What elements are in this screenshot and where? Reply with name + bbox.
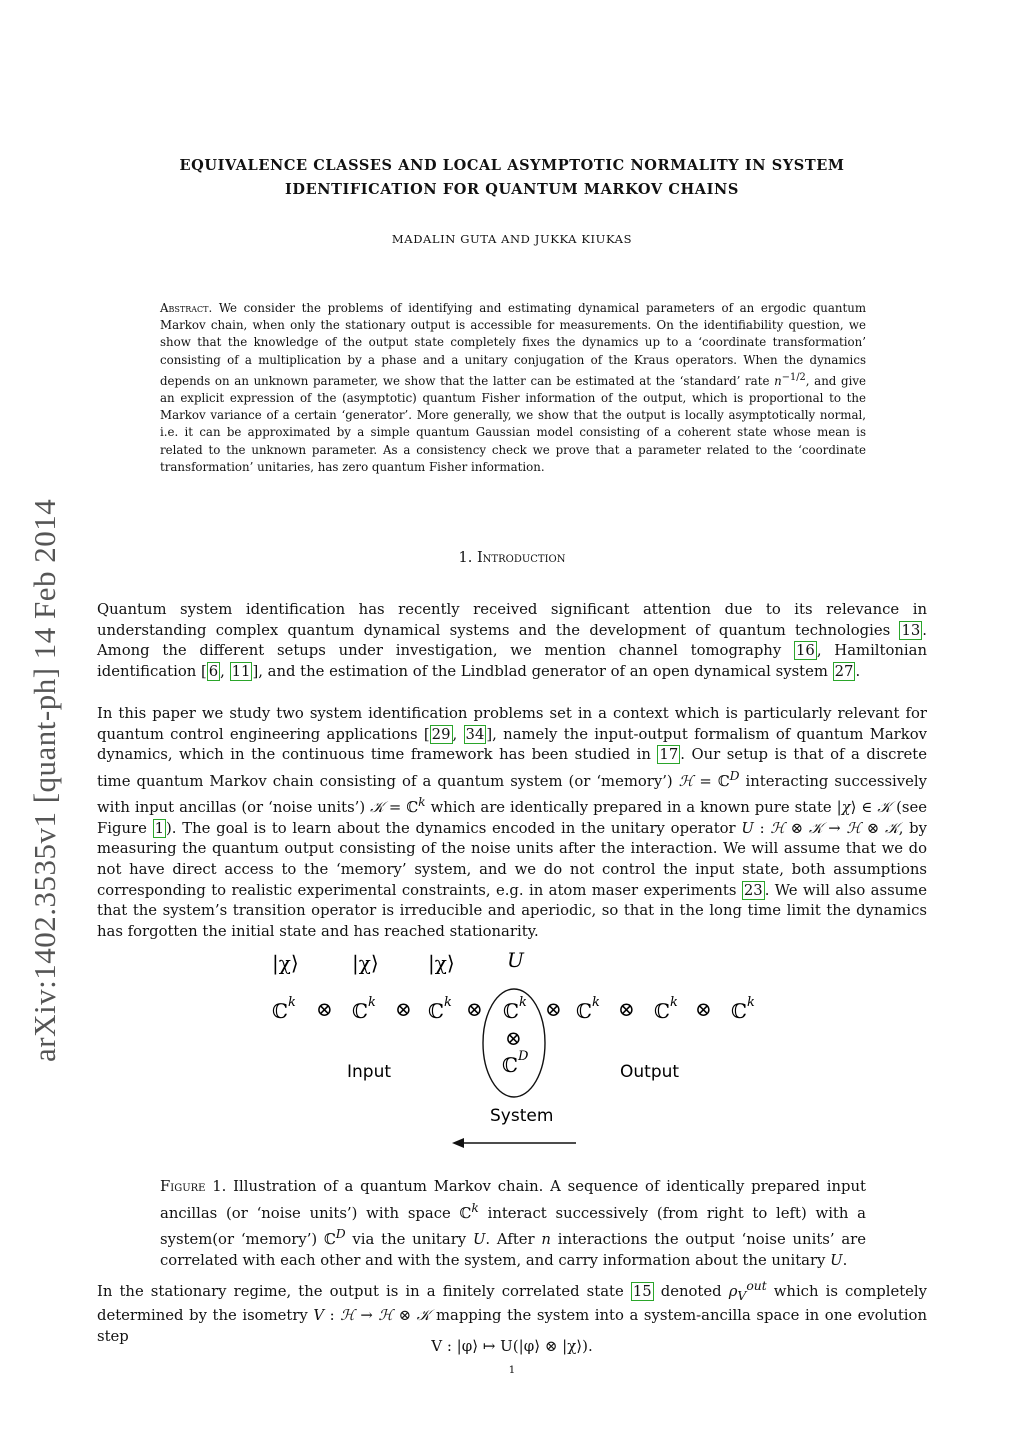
- citation-link[interactable]: 15: [632, 1282, 652, 1300]
- svg-text:k: k: [444, 995, 452, 1010]
- citation-link[interactable]: 16: [795, 642, 815, 660]
- section-heading: [100, 550, 924, 566]
- citation-link[interactable]: 27: [834, 662, 854, 680]
- output-space-1: [576, 995, 600, 1023]
- tensor-symbol: ⊗: [466, 997, 483, 1021]
- tensor-symbol: ⊗: [316, 997, 333, 1021]
- title-line-1: EQUIVALENCE CLASSES AND LOCAL ASYMPTOTIC NORMALITY IN SYSTEM: [179, 157, 845, 174]
- arxiv-identifier: arXiv:1402.3535v1 [quant-ph] 14 Feb 2014: [27, 498, 62, 1062]
- paragraph-2: In this paper we study two system identification problems set in a context which is particularly relevant for quantum control engineering applications [ 29 , 34 ], namely the input-output formalism of quantum Markov dynamics, which in the continuous time framework has been studied in 17 . Our setup is that of a discrete time quantum Markov chain consisting of a quantum system (or ‘memory’) ℋ = ℂ$^D$ interacting successively with input ancillas (or ‘noise units’) 𝒦 = ℂ$^k$ which are identically prepared in a known pure state |χ⟩ ∈ 𝒦 (see Figure 1 ). The goal is to learn about the dynamics encoded in the unitary operator U : ℋ ⊗ 𝒦 → ℋ ⊗ 𝒦, by measuring the quantum output consisting of the noise units after the interaction. We will assume that we do not have direct access to the ‘memory’ system, and we do not control the input state, both assumptions corresponding to realistic experimental constraints, e.g. in atom maser experiments 23 . We will also assume that the system’s transition operator is irreducible and aperiodic, so that in the long time limit the dynamics has forgotten the initial state and has reached stationarity.: [97, 705, 928, 940]
- abstract-text: We consider the problems of identifying and estimating dynamical parameters of an ergodic quantum Markov chain, when only the stationary output is accessible for measurements. On the identifiability question, we show that the knowledge of the output state completely fixes the dynamics up to a ‘coordinate transformation’ consisting of a multiplication by a phase and a unitary conjugation of the Kraus operators. When the dynamics depends on an unknown parameter, we show that the latter can be estimated at the ‘standard’ rate $n^{-1/2}$, and give an explicit expression of the (asymptotic) quantum Fisher information of the output, which is proportional to the Markov variance of a certain ‘generator’. More generally, we show that the output is locally asymptotically normal, i.e. it can be approximated by a simple quantum Gaussian model consisting of a coherent state whose mean is related to the unknown parameter. As a consistency check we prove that a parameter related to the ‘coordinate transformation’ unitaries, has zero quantum Fisher information.: [160, 301, 867, 474]
- citation-link[interactable]: 34: [465, 725, 485, 743]
- abstract: [160, 300, 866, 476]
- page-number: 1: [508, 1364, 516, 1376]
- svg-text:ℂ: ℂ: [352, 999, 368, 1023]
- title-line-2: IDENTIFICATION FOR QUANTUM MARKOV CHAINS: [285, 181, 739, 198]
- svg-text:D: D: [518, 1049, 529, 1064]
- input-ket-2: |χ⟩: [352, 951, 379, 975]
- figure-link[interactable]: 1: [154, 819, 164, 837]
- section-number: 1.: [458, 550, 473, 566]
- abstract-label: Abstract.: [160, 301, 213, 315]
- tensor-symbol: ⊗: [505, 1026, 522, 1050]
- caption-label: Figure 1.: [160, 1178, 227, 1195]
- svg-text:ℂ: ℂ: [654, 999, 670, 1023]
- svg-text:ℂ: ℂ: [502, 1053, 518, 1077]
- interaction-ancilla-space: [503, 995, 527, 1023]
- tensor-symbol: ⊗: [618, 997, 635, 1021]
- input-ket-1: |χ⟩: [272, 951, 299, 975]
- authors: MADALIN GUTA AND JUKKA KIUKAS: [391, 232, 633, 246]
- svg-text:ℂ: ℂ: [503, 999, 519, 1023]
- input-space-1: [272, 995, 296, 1023]
- quantum-markov-chain-figure: [0, 940, 1024, 1160]
- citation-link[interactable]: 23: [743, 881, 763, 899]
- svg-text:ℂ: ℂ: [576, 999, 592, 1023]
- svg-text:k: k: [592, 995, 600, 1010]
- citation-link[interactable]: 6: [208, 662, 219, 680]
- citation-link[interactable]: 11: [231, 662, 251, 680]
- input-ket-3: |χ⟩: [428, 951, 455, 975]
- output-label: Output: [620, 1062, 680, 1082]
- unitary-label: U: [507, 948, 524, 972]
- svg-text:ℂ: ℂ: [428, 999, 444, 1023]
- svg-text:k: k: [747, 995, 755, 1010]
- svg-text:ℂ: ℂ: [731, 999, 747, 1023]
- tensor-symbol: ⊗: [395, 997, 412, 1021]
- tensor-symbol: ⊗: [695, 997, 712, 1021]
- paper-title: [100, 154, 924, 202]
- system-label: System: [490, 1106, 554, 1126]
- citation-link[interactable]: 17: [659, 746, 679, 764]
- caption-text: Illustration of a quantum Markov chain. A sequence of identically prepared input ancillas (or ‘noise units’) with space ℂ$^k$ interact successively (from right to left) with a system(or ‘memory’) ℂ$^D$ via the unitary U. After n interactions the output ‘noise units’ are correlated with each other and with the system, and carry information about the unitary U.: [160, 1178, 867, 1269]
- output-space-3: [731, 995, 755, 1023]
- citation-link[interactable]: 13: [901, 621, 921, 639]
- direction-arrow-head: [452, 1138, 464, 1148]
- isometry-equation: V : |φ⟩ ↦ U(|φ⟩ ⊗ |χ⟩).: [431, 1337, 593, 1355]
- figure-caption: [160, 1177, 866, 1271]
- paragraph-3: In the stationary regime, the output is in a finitely correlated state 15 denoted $\rho_V^{out}$ which is completely determined by the isometry V : ℋ → ℋ ⊗ 𝒦 mapping the system into a system-ancilla space in one evolution step: [97, 1279, 928, 1346]
- svg-text:k: k: [519, 995, 527, 1010]
- svg-text:k: k: [670, 995, 678, 1010]
- input-space-3: [428, 995, 452, 1023]
- input-space-2: [352, 995, 376, 1023]
- paragraph-1: Quantum system identification has recently received significant attention due to its relevance in understanding complex quantum dynamical systems and the development of quantum technologies 13 . Among the different setups under investigation, we mention channel tomography 16 , Hamiltonian identification [ 6 , 11 ], and the estimation of the Lindblad generator of an open dynamical system 27 .: [97, 601, 927, 680]
- section-title: Introduction: [476, 550, 566, 566]
- svg-text:k: k: [288, 995, 296, 1010]
- output-space-2: [654, 995, 678, 1023]
- tensor-symbol: ⊗: [545, 997, 562, 1021]
- citation-link[interactable]: 29: [431, 725, 451, 743]
- svg-text:k: k: [368, 995, 376, 1010]
- input-label: Input: [347, 1062, 392, 1082]
- svg-text:ℂ: ℂ: [272, 999, 288, 1023]
- system-space: [502, 1049, 529, 1077]
